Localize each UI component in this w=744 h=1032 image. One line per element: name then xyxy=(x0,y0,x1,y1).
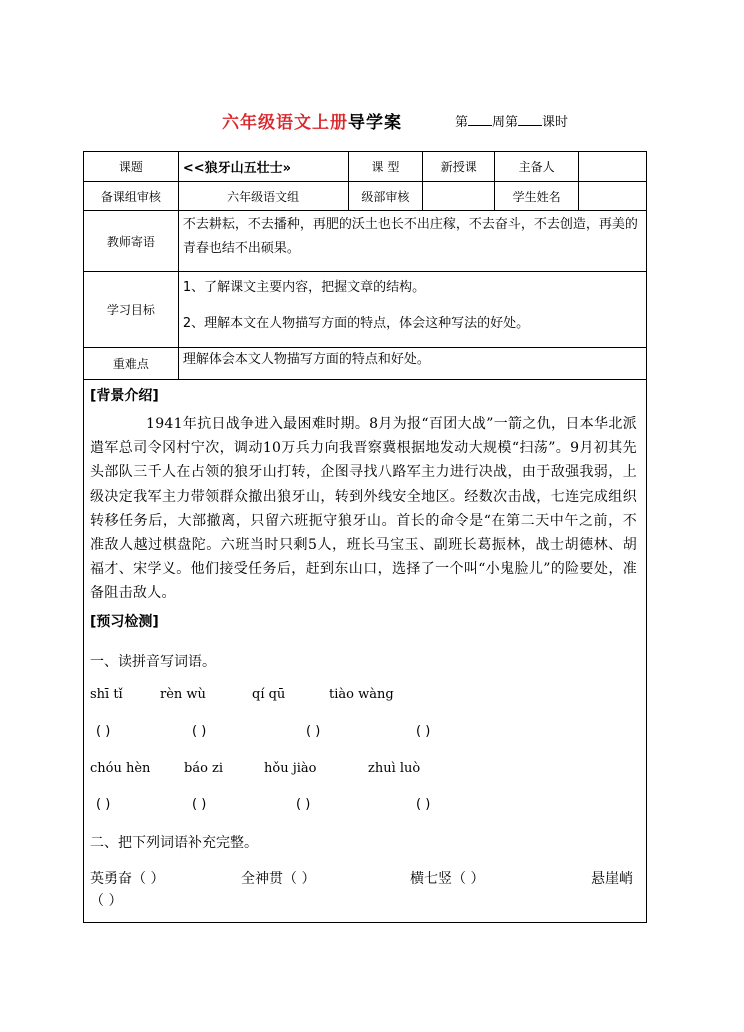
word-3[interactable]: 横七竖（ ） xyxy=(410,871,485,887)
goal-2: 2、理解本文在人物描写方面的特点，体会这种写法的好处。 xyxy=(182,316,530,331)
grade-review-label: 级部审核 xyxy=(348,182,423,211)
answer-blank[interactable]: ( ) xyxy=(96,797,111,812)
pinyin-1: shī tǐ xyxy=(90,687,123,702)
pinyin-5: chóu hèn xyxy=(90,761,151,776)
word-4: 悬崖峭 xyxy=(591,871,633,887)
answer-blank[interactable]: ( ) xyxy=(416,724,431,739)
answer-blank[interactable]: ( ) xyxy=(192,797,207,812)
topic-value: <<狼牙山五壮士» xyxy=(178,152,348,182)
answer-blank[interactable]: ( ) xyxy=(296,797,311,812)
type-value: 新授课 xyxy=(423,152,495,182)
review-value: 六年级语文组 xyxy=(178,182,348,211)
pinyin-3: qí qū xyxy=(252,687,286,702)
goals-cell xyxy=(178,272,646,348)
content-box xyxy=(83,379,647,923)
pinyin-6: báo zi xyxy=(184,761,224,776)
pinyin-7: hǒu jiào xyxy=(264,761,317,776)
week-blank[interactable] xyxy=(468,113,492,126)
table-row xyxy=(84,211,647,272)
teacher-msg: 不去耕耘，不去播种，再肥的沃土也长不出庄稼，不去奋斗，不去创造，再美的青春也结不出硕果。 xyxy=(178,211,646,272)
answer-blank[interactable]: ( ) xyxy=(192,724,207,739)
background-text: 1941年抗日战争进入最困难时期。8月为报“百团大战”一箭之仇，日本华北派遣军总司令冈村宁次，调动10万兵力向我晋察冀根据地发动大规模“扫荡”。9月初其先头部队三千人在占领的狼牙山打转，企图寻找八路军主力进行决战，由于敌强我弱，上级决定我军主力带领群众撤出狼牙山，转到外线安全地区。经数次击战，七连完成组织转移任务后，大部撤离，只留六班扼守狼牙山。首长的命令是“在第二天中午之前，不准敌人越过棋盘陀。六班当时只剩5人，班长马宝玉、副班长葛振林，战士胡德林、胡福才、宋学义。他们接受任务后，赶到东山口，选择了一个叫“小鬼脸儿”的险要处，准备阻击敌人。 xyxy=(90,416,637,602)
preparer-value[interactable] xyxy=(579,152,647,182)
table-row xyxy=(84,182,647,211)
background-heading: [背景介绍] xyxy=(90,388,159,404)
preview-heading: [预习检测] xyxy=(90,614,159,630)
goals-label: 学习目标 xyxy=(84,272,179,348)
word-2[interactable]: 全神贯（ ） xyxy=(241,871,316,887)
type-label: 课 型 xyxy=(348,152,423,182)
goal-1: 1、了解课文主要内容，把握文章的结构。 xyxy=(182,280,426,295)
page-title: 六年级语文上册导学案 xyxy=(222,113,402,133)
week-lesson-info: 第 周第 课时 xyxy=(455,115,569,130)
page-header xyxy=(0,108,744,132)
topic-label: 课题 xyxy=(84,152,179,182)
word-4-blank[interactable]: （ ） xyxy=(90,893,123,909)
pinyin-8: zhuì luò xyxy=(368,761,421,776)
pinyin-4: tiào wàng xyxy=(329,687,394,702)
key-label: 重难点 xyxy=(84,348,179,380)
lesson-info-table xyxy=(83,151,647,380)
table-row xyxy=(84,272,647,348)
student-value[interactable] xyxy=(579,182,647,211)
table-row xyxy=(84,152,647,182)
pinyin-2: rèn wù xyxy=(160,687,206,702)
answer-blank[interactable]: ( ) xyxy=(306,724,321,739)
question-2: 二、把下列词语补充完整。 xyxy=(90,835,258,851)
answer-blank[interactable]: ( ) xyxy=(96,724,111,739)
table-row xyxy=(84,348,647,380)
preparer-label: 主备人 xyxy=(495,152,579,182)
teacher-msg-label: 教师寄语 xyxy=(84,211,179,272)
key-value: 理解体会本文人物描写方面的特点和好处。 xyxy=(178,348,646,380)
grade-review-value[interactable] xyxy=(423,182,495,211)
review-label: 备课组审核 xyxy=(84,182,179,211)
lesson-blank[interactable] xyxy=(518,113,542,126)
answer-blank[interactable]: ( ) xyxy=(416,797,431,812)
student-label: 学生姓名 xyxy=(495,182,579,211)
question-1: 一、读拼音写词语。 xyxy=(90,654,216,670)
word-1[interactable]: 英勇奋（ ） xyxy=(90,871,165,887)
